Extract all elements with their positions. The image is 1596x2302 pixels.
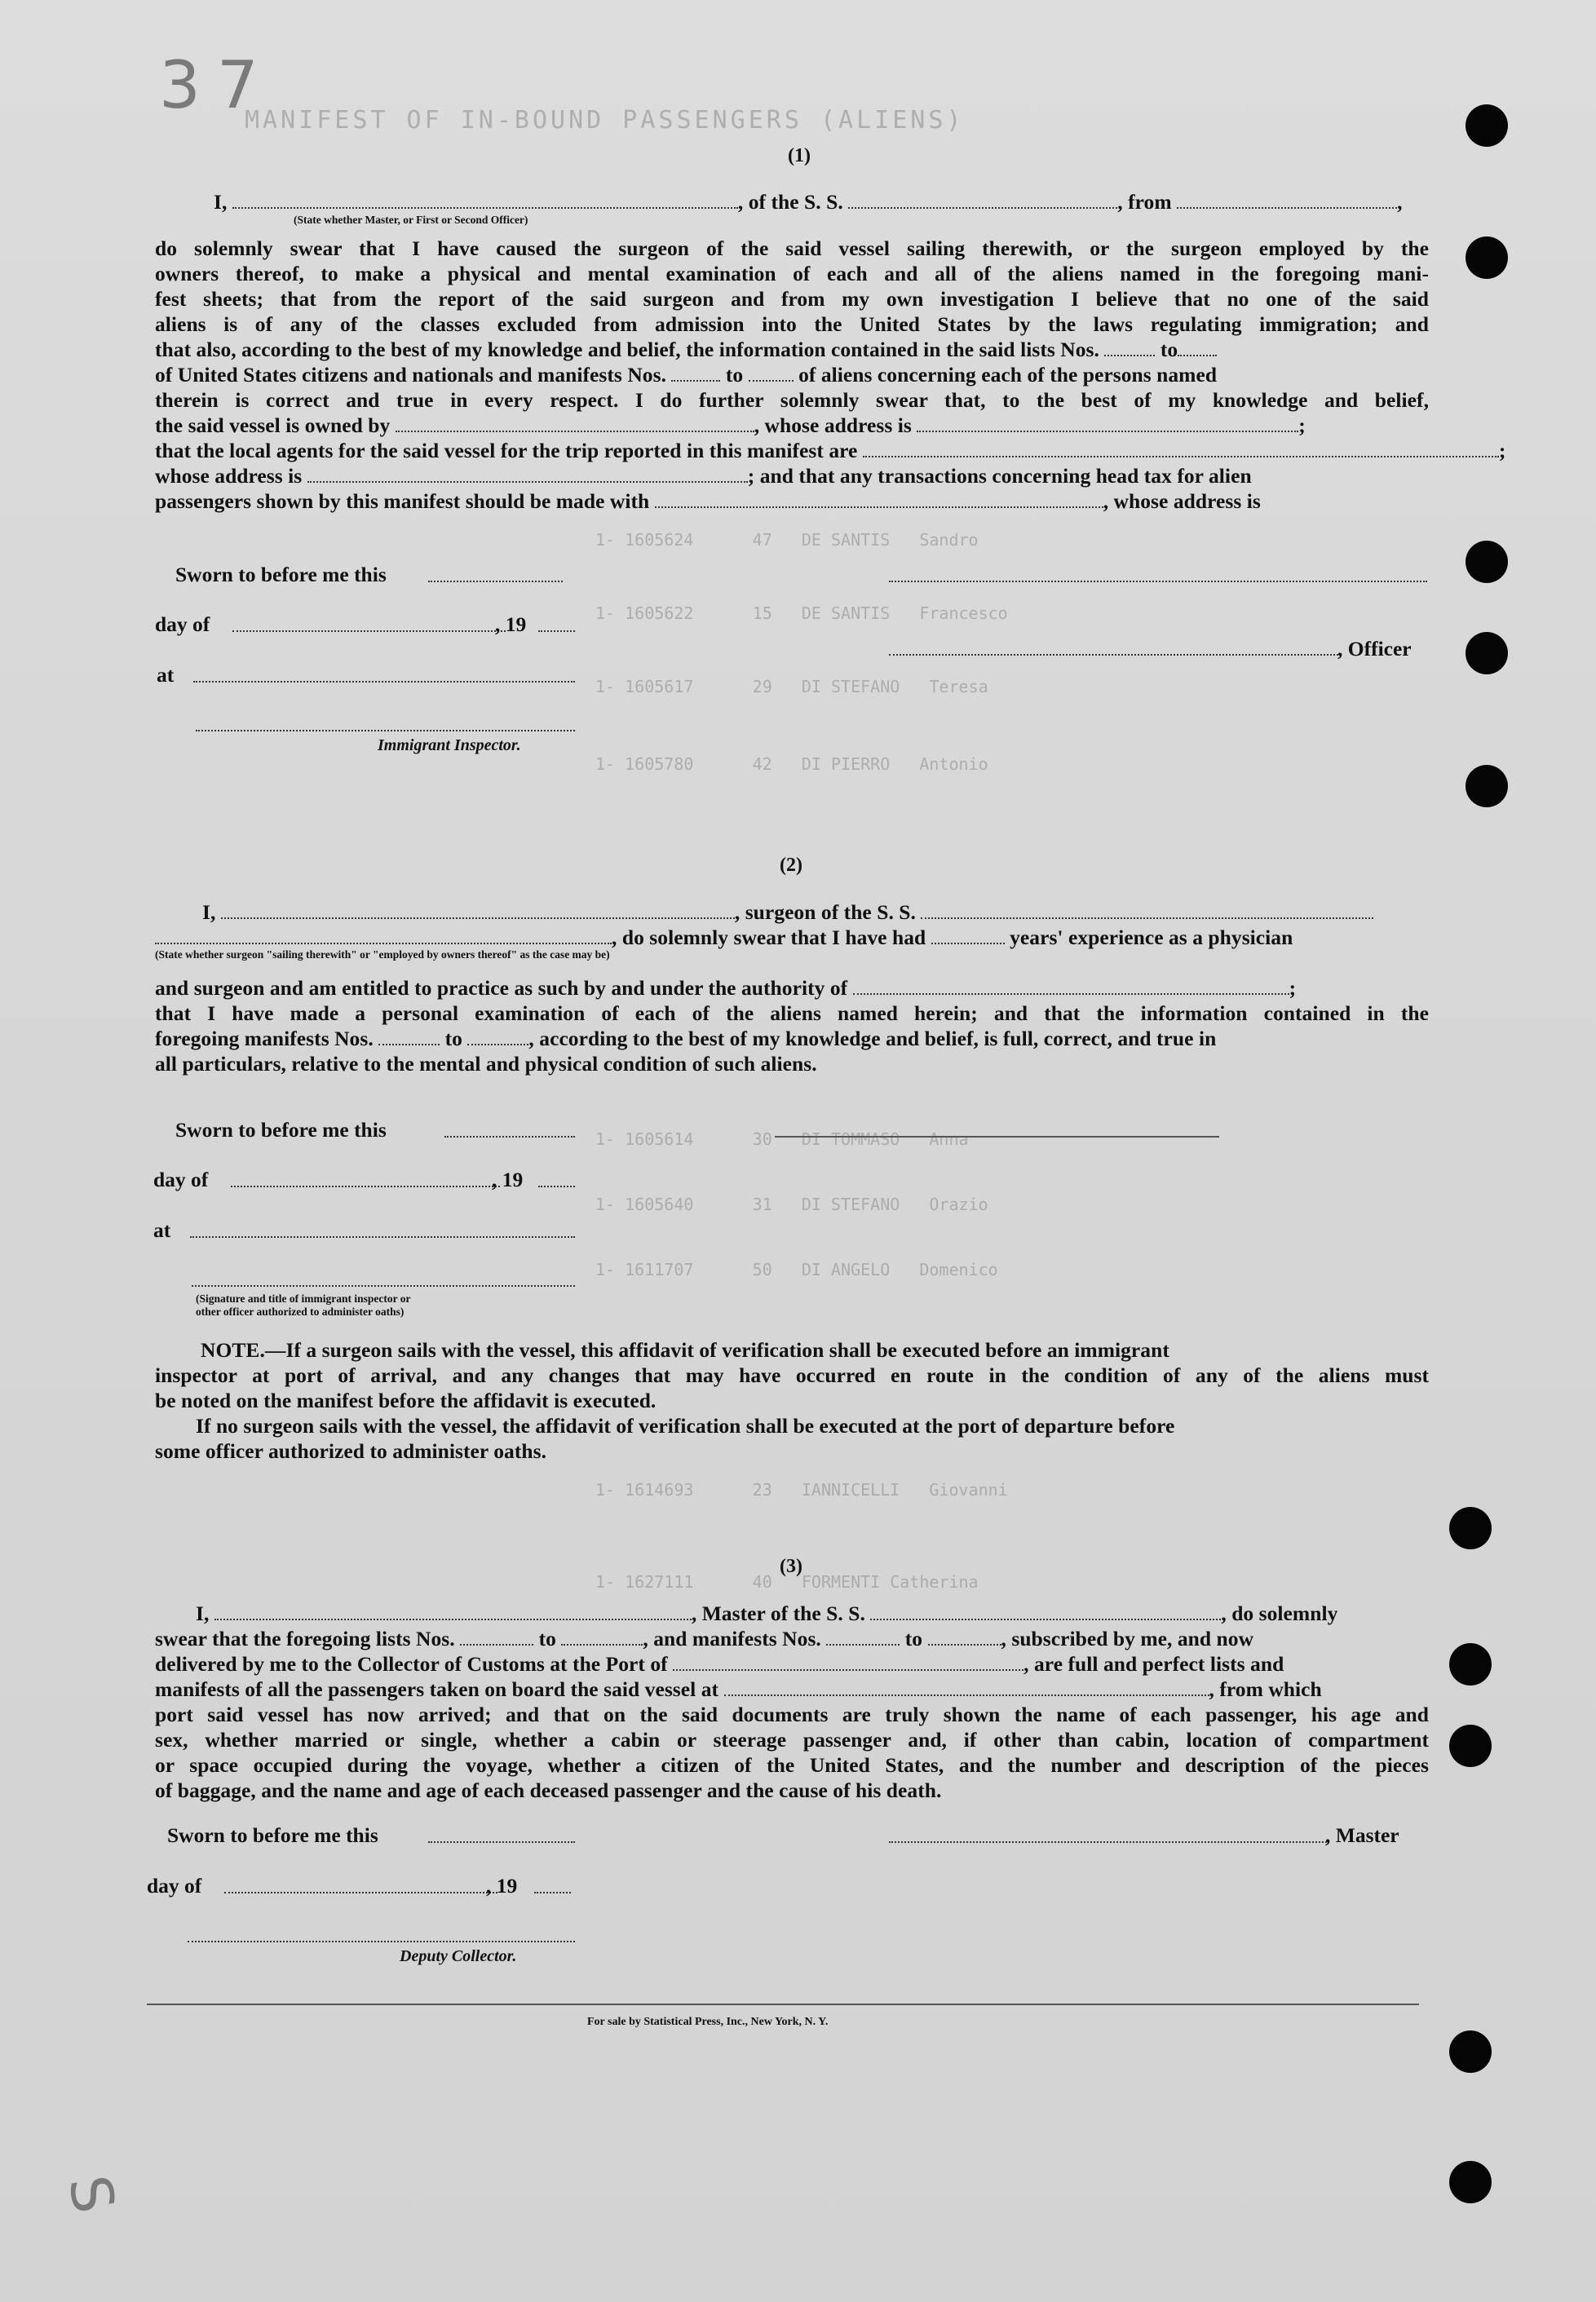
- list-from-field[interactable]: [1104, 340, 1155, 356]
- owner-address-field[interactable]: [917, 416, 1298, 432]
- s3-day-field[interactable]: [224, 1892, 497, 1893]
- customs-port-field[interactable]: [673, 1655, 1023, 1671]
- s2-sworn-field[interactable]: [444, 1136, 575, 1138]
- s3-sworn-label: Sworn to before me this: [167, 1823, 378, 1847]
- s1-at-label: at: [157, 663, 175, 687]
- s1-year-field[interactable]: [538, 630, 575, 632]
- bleed-through-ghost: 1- 1605614 30 DI TOMMASO Anna: [595, 1129, 969, 1149]
- from-field[interactable]: [1177, 192, 1397, 209]
- s2-line-5: foregoing manifests Nos. to , according to the best of my knowledge and belief, is full, correct, and true in: [155, 1027, 1217, 1050]
- s3-list-to-field[interactable]: [561, 1629, 643, 1646]
- s1-day-label: day of: [155, 612, 210, 636]
- manifest-to-field[interactable]: [749, 365, 794, 382]
- s2-sig-note-1: (Signature and title of immigrant inspector or: [196, 1292, 411, 1305]
- s3-para-line: of baggage, and the name and age of each deceased passenger and the cause of his death.: [155, 1778, 942, 1802]
- s3-line-1: I, , Master of the S. S. , do solemnly: [196, 1602, 1338, 1625]
- s1-para-line: owners thereof, to make a physical and mental examination of each and all of the aliens named in the foregoing mani-: [155, 262, 1429, 285]
- punch-hole: [1466, 236, 1508, 279]
- s1-para-line: passengers shown by this manifest should be made with , whose address is: [155, 489, 1261, 513]
- s2-sig-note-2: other officer authorized to administer oaths): [196, 1306, 405, 1318]
- s1-year-label: , 19: [495, 612, 527, 636]
- s1-sworn-field[interactable]: [428, 581, 563, 582]
- s1-para-line: therein is correct and true in every respect. I do further solemnly swear that, to the best of my knowledge and belief,: [155, 388, 1429, 412]
- s3-master-field[interactable]: [889, 1841, 1329, 1843]
- s2-note-line: some officer authorized to administer oaths.: [155, 1439, 547, 1463]
- s2-day-field[interactable]: [231, 1186, 500, 1187]
- s3-para-line: port said vessel has now arrived; and that on the said documents are truly shown the name of each passenger, his age and: [155, 1703, 1429, 1726]
- s1-para-line: fest sheets; that from the report of the said surgeon and from my own investigation I believe that no one of the said: [155, 287, 1429, 311]
- head-tax-field[interactable]: [655, 492, 1103, 508]
- punch-hole: [1449, 2161, 1492, 2203]
- surgeon-vessel-field[interactable]: [921, 903, 1373, 919]
- agents-field[interactable]: [863, 441, 1499, 457]
- s2-line-4: that I have made a personal examination of each of the aliens named herein; and that the information contained in the: [155, 1001, 1429, 1025]
- s3-line-3: delivered by me to the Collector of Customs at the Port of , are full and perfect lists and: [155, 1652, 1284, 1676]
- s3-sworn-field[interactable]: [428, 1841, 575, 1843]
- surgeon-name-field[interactable]: [221, 903, 735, 919]
- bleed-through-ghost: 1- 1605622 15 DE SANTIS Francesco: [595, 603, 1008, 623]
- s1-para-line: whose address is ; and that any transactions concerning head tax for alien: [155, 464, 1252, 488]
- s1-line-1: I, , of the S. S. , from ,: [214, 190, 1403, 214]
- name-field[interactable]: [232, 192, 738, 209]
- handwritten-page-number: 37: [159, 47, 275, 123]
- punch-hole: [1466, 104, 1508, 147]
- s2-manifest-to-field[interactable]: [467, 1029, 528, 1045]
- s1-para-line: aliens is of any of the classes excluded from admission into the United States by the laws regulating immigration; and: [155, 312, 1429, 336]
- s2-officer-line[interactable]: [775, 1136, 1219, 1138]
- s3-manifest-to-field[interactable]: [928, 1629, 1001, 1646]
- s1-para-line: that also, according to the best of my knowledge and belief, the information contained in the said lists Nos. to: [155, 337, 1217, 362]
- punch-hole: [1466, 765, 1508, 807]
- punch-hole: [1449, 2030, 1492, 2073]
- faded-header: MANIFEST OF IN-BOUND PASSENGERS (ALIENS): [245, 106, 965, 135]
- bleed-through-ghost: 1- 1605624 47 DE SANTIS Sandro: [595, 530, 979, 550]
- s2-note-line: NOTE.—If a surgeon sails with the vessel, this affidavit of verification shall be executed before an immigrant: [201, 1338, 1169, 1362]
- s3-year-label: , 19: [486, 1874, 518, 1898]
- s2-year-label: , 19: [492, 1168, 524, 1191]
- s3-collector-label: Deputy Collector.: [400, 1947, 517, 1965]
- s3-manifest-from-field[interactable]: [826, 1629, 900, 1646]
- s3-master-label: , Master: [1325, 1823, 1399, 1847]
- s2-note-line: inspector at port of arrival, and any changes that may have occurred en route in the condition of any of the aliens must: [155, 1363, 1429, 1387]
- s2-sworn-label: Sworn to before me this: [175, 1118, 387, 1142]
- s2-line-6: all particulars, relative to the mental and physical condition of such aliens.: [155, 1052, 817, 1076]
- s1-day-field[interactable]: [232, 630, 506, 632]
- s3-collector-signature-field[interactable]: [188, 1941, 575, 1942]
- s2-line-3: and surgeon and am entitled to practice as such by and under the authority of ;: [155, 976, 1297, 1000]
- s1-inspector-label: Immigrant Inspector.: [378, 736, 521, 754]
- s1-officer-field[interactable]: [889, 654, 1342, 656]
- master-vessel-field[interactable]: [870, 1604, 1221, 1620]
- bleed-through-ghost: 1- 1614693 23 IANNICELLI Giovanni: [595, 1480, 1008, 1500]
- s2-line-1: I, , surgeon of the S. S.: [202, 899, 1373, 925]
- s3-line-4: manifests of all the passengers taken on board the said vessel at , from which: [155, 1677, 1322, 1701]
- s1-para-line: the said vessel is owned by , whose address is ;: [155, 413, 1306, 437]
- s2-at-field[interactable]: [190, 1236, 575, 1238]
- vessel-field[interactable]: [848, 192, 1117, 209]
- s3-para-line: or space occupied during the voyage, whether a citizen of the United States, and the number and description of the pieces: [155, 1753, 1429, 1777]
- s2-year-field[interactable]: [538, 1186, 575, 1187]
- s2-line-2-note: (State whether surgeon "sailing therewith" or "employed by owners thereof" as the case may be): [155, 948, 610, 961]
- bleed-through-ghost: 1- 1611707 50 DI ANGELO Domenico: [595, 1260, 998, 1279]
- s1-para-line: of United States citizens and nationals and manifests Nos. to of aliens concerning each of the persons named: [155, 363, 1218, 387]
- s2-day-label: day of: [153, 1168, 209, 1191]
- s2-line-2: , do solemnly swear that I have had years' experience as a physician: [155, 925, 1293, 950]
- punch-hole: [1466, 541, 1508, 583]
- years-field[interactable]: [931, 928, 1005, 944]
- punch-hole: [1449, 1507, 1492, 1549]
- s3-para-line: sex, whether married or single, whether a cabin or steerage passenger and, if other than cabin, location of compartment: [155, 1728, 1429, 1752]
- s3-list-from-field[interactable]: [460, 1629, 533, 1646]
- embark-port-field[interactable]: [724, 1680, 1209, 1696]
- owner-field[interactable]: [396, 416, 754, 432]
- bleed-through-ghost: 1- 1605780 42 DI PIERRO Antonio: [595, 754, 988, 774]
- s3-year-field[interactable]: [534, 1892, 571, 1893]
- s1-at-field[interactable]: [193, 681, 575, 683]
- s1-officer-name-field[interactable]: [889, 581, 1427, 582]
- authority-field[interactable]: [853, 979, 1289, 995]
- s1-para-line: that the local agents for the said vessel for the trip reported in this manifest are ;: [155, 439, 1506, 462]
- manifest-from-field[interactable]: [671, 365, 720, 382]
- s1-officer-label: , Officer: [1337, 637, 1412, 661]
- s2-note-line: be noted on the manifest before the affidavit is executed.: [155, 1389, 657, 1412]
- s2-manifest-from-field[interactable]: [378, 1029, 440, 1045]
- s1-inspector-signature-field[interactable]: [196, 730, 575, 731]
- master-name-field[interactable]: [214, 1604, 692, 1620]
- bleed-through-ghost: 1- 1605640 31 DI STEFANO Orazio: [595, 1195, 988, 1214]
- punch-hole: [1449, 1725, 1492, 1767]
- punch-hole: [1449, 1643, 1492, 1686]
- bleed-through-ghost: 1- 1627111 40 FORMENTI Catherina: [595, 1572, 979, 1592]
- s1-sworn-label: Sworn to before me this: [175, 563, 387, 586]
- s2-at-label: at: [153, 1218, 171, 1242]
- agents-address-field[interactable]: [307, 466, 748, 483]
- section-1-number: (1): [788, 145, 811, 166]
- bleed-through-ghost: 1- 1605617 29 DI STEFANO Teresa: [595, 677, 988, 696]
- footer-rule: [147, 2004, 1419, 2005]
- s3-line-2: swear that the foregoing lists Nos. to , and manifests Nos. to , subscribed by me, and now: [155, 1627, 1254, 1650]
- s1-para-line: do solemnly swear that I have caused the surgeon of the said vessel sailing therewith, or the surgeon employed by the: [155, 236, 1429, 260]
- s1-line-1-note: (State whether Master, or First or Second Officer): [294, 214, 528, 226]
- s2-note-line: If no surgeon sails with the vessel, the affidavit of verification shall be executed at the port of departure before: [196, 1414, 1175, 1438]
- corner-mark: S: [55, 2170, 128, 2219]
- list-to-field[interactable]: [1178, 340, 1217, 356]
- punch-hole: [1466, 632, 1508, 674]
- footer-imprint: For sale by Statistical Press, Inc., New York, N. Y.: [587, 2016, 829, 2028]
- s3-day-label: day of: [147, 1874, 202, 1898]
- section-3-number: (3): [780, 1556, 802, 1577]
- surgeon-status-field[interactable]: [155, 928, 612, 944]
- section-2-number: (2): [780, 855, 802, 876]
- s2-signature-field[interactable]: [192, 1285, 575, 1287]
